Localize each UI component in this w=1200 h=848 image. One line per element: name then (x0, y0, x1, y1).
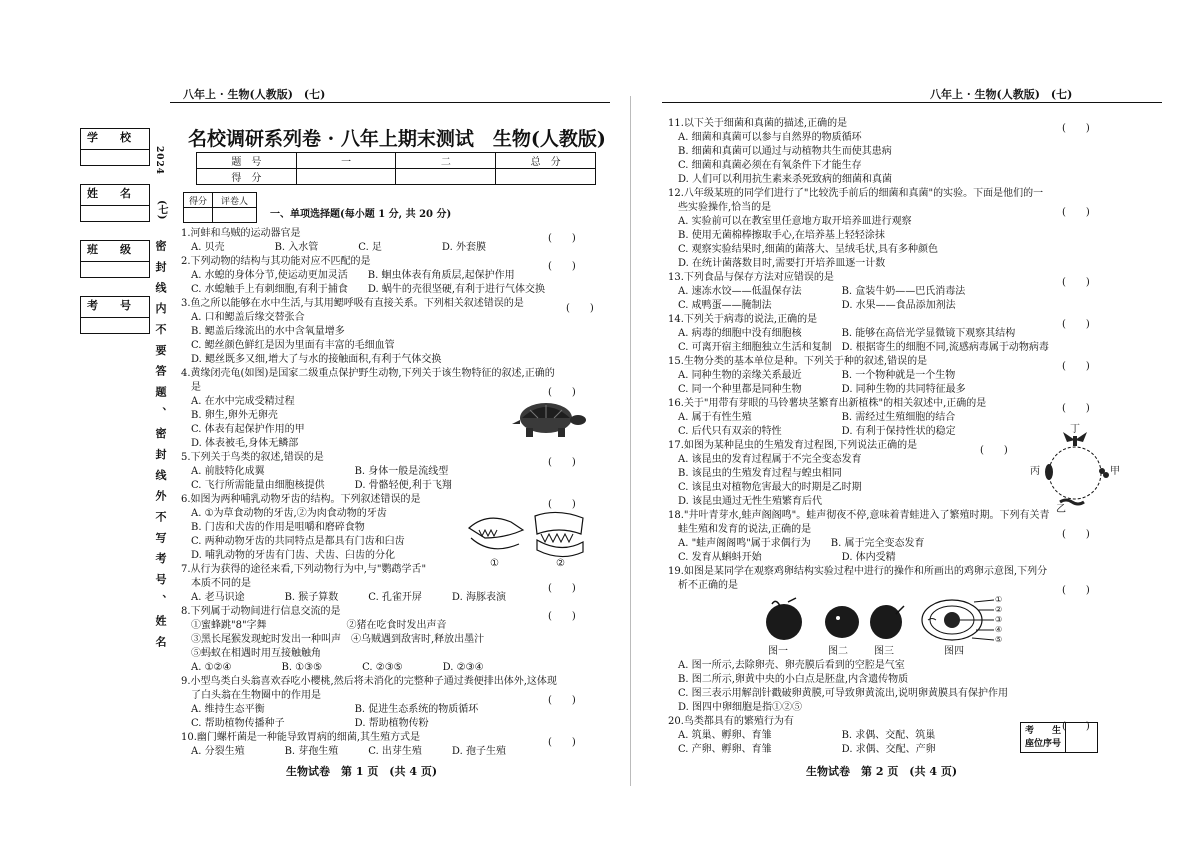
q13-options-cd: C. 咸鸭蛋——腌制法 D. 水果——食品添加剂法 (678, 300, 956, 311)
score-table-h1: 题 号 (197, 153, 297, 169)
q3-option-c: C. 鳃丝颜色鲜红是因为里面有丰富的毛细血管 (191, 340, 395, 351)
tooth-label-1: ① (490, 558, 499, 569)
q6-answer-paren[interactable]: ( ) (548, 499, 576, 510)
q5-options-cd: C. 飞行所需能量由细胞核提供 D. 骨骼轻便,利于飞翔 (191, 480, 452, 491)
left-question-list (181, 228, 601, 760)
q12-option-b: B. 使用无菌棉棒擦取手心,在培养基上轻轻涂抹 (678, 230, 885, 241)
q11-stem: 11.以下关于细菌和真菌的描述,正确的是 (668, 118, 848, 129)
q9-options-cd: C. 帮助植物传播种子 D. 帮助植物传粉 (191, 718, 429, 729)
q4-stem: 4.黄缘闭壳龟(如图)是国家二级重点保护野生动物,下列关于该生物特征的叙述,正确的 (181, 368, 555, 379)
q6-option-d: D. 哺乳动物的牙齿有门齿、犬齿、臼齿的分化 (191, 550, 396, 561)
score-table-h2: 一 (296, 153, 396, 169)
egg-num-3: ③ (995, 615, 1003, 624)
q18-answer-paren[interactable]: ( ) (1062, 529, 1090, 540)
q12-option-a: A. 实验前可以在教室里任意地方取开培养皿进行观察 (678, 216, 912, 227)
tooth-label-2: ② (556, 558, 565, 569)
q11-option-a: A. 细菌和真菌可以参与自然界的物质循环 (678, 132, 862, 143)
q3-stem: 3.鱼之所以能够在水中生活,与其用鳃呼吸有直接关系。下列相关叙述错误的是 (181, 298, 524, 309)
q13-stem: 13.下列食品与保存方法对应错误的是 (668, 272, 834, 283)
score-cell-2[interactable] (396, 169, 496, 185)
q9-stem: 9.小型鸟类白头翁喜欢吞吃小樱桃,然后将未消化的完整种子通过粪便排出体外,这体现 (181, 676, 557, 687)
q16-answer-paren[interactable]: ( ) (1062, 403, 1090, 414)
seat-number-label (1021, 723, 1066, 753)
right-header-rule (662, 102, 1162, 103)
egg-figure-4 (920, 595, 1003, 646)
q19-stem-cont: 析不正确的是 (678, 580, 738, 591)
class-label: 班 级 (87, 243, 131, 256)
q11-answer-paren[interactable]: ( ) (1062, 123, 1090, 134)
school-label: 学 校 (87, 131, 131, 144)
q12-option-d: D. 在统计菌落数目时,需要打开培养皿逐一计数 (678, 258, 886, 269)
q14-options-ab: A. 病毒的细胞中没有细胞核 B. 能够在高倍光学显微镜下观察其结构 (678, 328, 1016, 339)
seat-label-line1: 考 生 (1024, 725, 1061, 736)
q4-option-c: C. 体表有起保护作用的甲 (191, 424, 305, 435)
q9-stem-cont: 了白头翁在生物圈中的作用是 (191, 690, 321, 701)
q8-answer-paren[interactable]: ( ) (548, 611, 576, 622)
q4-option-b: B. 卵生,卵外无卵壳 (191, 410, 278, 421)
insect-lifecycle-figure (1030, 426, 1120, 516)
q12-stem: 12.八年级某班的同学们进行了"比较洗手前后的细菌和真菌"的实验。下面是他们的一 (668, 188, 1044, 199)
insect-label-yi: 乙 (1056, 504, 1066, 515)
school-box (80, 128, 150, 166)
name-box (80, 184, 150, 222)
q16-options-cd: C. 后代只有双亲的特性 D. 有利于保持性状的稳定 (678, 426, 956, 437)
q10-stem: 10.幽门螺杆菌是一种能导致胃病的细菌,其生殖方式是 (181, 732, 421, 743)
section-heading: 一、单项选择题(每小题 1 分, 共 20 分) (270, 209, 452, 220)
exam-number-label: 考 号 (87, 299, 131, 312)
seat-number-box (1020, 722, 1098, 753)
q8-options: A. ①②④ B. ①③⑤ C. ②③⑤ D. ②③④ (191, 662, 484, 673)
q13-answer-paren[interactable]: ( ) (1062, 277, 1090, 288)
school-field[interactable] (81, 149, 149, 164)
q20-stem: 20.鸟类都具有的繁殖行为有 (668, 716, 794, 727)
q17-option-c: C. 该昆虫对植物危害最大的时期是乙时期 (678, 482, 862, 493)
q16-stem: 16.关于"用带有芽眼的马铃薯块茎繁育出新植株"的相关叙述中,正确的是 (668, 398, 987, 409)
grader-score-label: 得分 (184, 193, 213, 208)
class-field[interactable] (81, 261, 149, 276)
name-field[interactable] (81, 205, 149, 220)
left-header-rule (170, 102, 610, 103)
exam-title: 名校调研系列卷 · 八年上期末测试 生物(人教版) (188, 128, 606, 150)
q11-option-c: C. 细菌和真菌必须在有氧条件下才能生存 (678, 160, 862, 171)
q4-option-d: D. 体表被毛,身体无鳞部 (191, 438, 299, 449)
q18-stem-cont: 蛙生殖和发育的说法,正确的是 (678, 524, 812, 535)
egg-figure-2 (822, 604, 862, 640)
insect-label-jia: 甲 (1110, 466, 1120, 477)
q5-options-ab: A. 前肢特化成翼 B. 身体一般是流线型 (191, 466, 449, 477)
q1-answer-paren[interactable]: ( ) (548, 233, 576, 244)
q17-option-a: A. 该昆虫的发育过程属于不完全变态发育 (678, 454, 862, 465)
q3-answer-paren[interactable]: ( ) (566, 303, 594, 314)
q16-options-ab: A. 属于有性生殖 B. 需经过生殖细胞的结合 (678, 412, 956, 423)
q17-option-d: D. 该昆虫通过无性生殖繁育后代 (678, 496, 823, 507)
score-table-r2: 得 分 (197, 169, 297, 185)
q4-option-a: A. 在水中完成受精过程 (191, 396, 295, 407)
q8-stem: 8.下列属于动物间进行信息交流的是 (181, 606, 341, 617)
q14-answer-paren[interactable]: ( ) (1062, 319, 1090, 330)
q8-item-12: ①蜜蜂跳"8"字舞 ②猪在吃食时发出声音 (191, 620, 447, 631)
q3-option-a: A. 口和鳃盖后缘交替张合 (191, 312, 305, 323)
q1-stem: 1.河蚌和乌贼的运动器官是 (181, 228, 301, 239)
q15-options-cd: C. 同一个种里都是同种生物 D. 同种生物的共同特征最多 (678, 384, 966, 395)
q6-option-a: A. ①为草食动物的牙齿,②为肉食动物的牙齿 (191, 508, 387, 519)
egg-figure-3 (866, 602, 906, 642)
q19-stem: 19.如图是某同学在观察鸡卵结构实验过程中进行的操作和所画出的鸡卵示意图,下列分 (668, 566, 1048, 577)
q3-option-d: D. 鳃丝既多又细,增大了与水的接触面积,有利于气体交换 (191, 354, 442, 365)
grader-score-cell[interactable] (184, 208, 213, 223)
q2-options-cd: C. 水螅触手上有刺细胞,有利于捕食 D. 蜗牛的壳很坚硬,有利于进行气体交换 (191, 284, 546, 295)
q18-options-cd: C. 发育从蝌蚪开始 D. 体内受精 (678, 552, 896, 563)
q19-answer-paren[interactable]: ( ) (1062, 585, 1090, 596)
q17-stem: 17.如图为某种昆虫的生殖发育过程图,下列说法正确的是 (668, 440, 918, 451)
year-vertical: 2024 (154, 146, 164, 176)
left-header: 八年上 · 生物(人教版) (七) (183, 88, 326, 101)
exam-number-field[interactable] (81, 317, 149, 332)
q20-options-cd: C. 产卵、孵卵、育雏 D. 求偶、交配、产卵 (678, 744, 936, 755)
left-footer: 生物试卷 第 1 页 (共 4 页) (286, 765, 438, 778)
egg-caption-4: 图四 (944, 646, 964, 657)
q19-option-d: D. 图四中卵细胞是指①②⑤ (678, 702, 803, 713)
seal-line-text: 密 封 线 内 不 要 答 题 、 密 封 线 外 不 写 考 号 、 姓 名 (154, 240, 167, 650)
seat-label-line2: 座位序号 (1024, 738, 1061, 749)
q17-answer-paren[interactable]: ( ) (980, 445, 1008, 456)
q2-stem: 2.下列动物的结构与其功能对应不匹配的是 (181, 256, 371, 267)
q7-stem-cont: 本质不同的是 (191, 578, 251, 589)
score-table-h3: 二 (396, 153, 496, 169)
egg-caption-2: 图二 (828, 646, 848, 657)
score-table-h4: 总 分 (496, 153, 596, 169)
q15-options-ab: A. 同种生物的亲缘关系最近 B. 一个物种就是一个生物 (678, 370, 956, 381)
class-box (80, 240, 150, 278)
q19-option-a: A. 图一所示,去除卵壳、卵壳膜后看到的空腔是气室 (678, 660, 905, 671)
teeth-figure (465, 508, 590, 568)
turtle-figure (508, 396, 590, 440)
grader-reviewer-label: 评卷人 (213, 193, 257, 208)
seat-number-field[interactable] (1066, 723, 1098, 753)
q1-options: A. 贝壳 B. 入水管 C. 足 D. 外套膜 (191, 242, 486, 253)
q2-answer-paren[interactable]: ( ) (548, 261, 576, 272)
score-table (196, 152, 596, 185)
egg-num-4: ④ (995, 625, 1003, 634)
q6-option-c: C. 两种动物牙齿的共同特点是都具有门齿和臼齿 (191, 536, 405, 547)
q12-stem-cont: 些实验操作,恰当的是 (678, 202, 772, 213)
seq-vertical: (七) (156, 200, 167, 220)
q10-options: A. 分裂生殖 B. 芽孢生殖 C. 出芽生殖 D. 孢子生殖 (191, 746, 506, 757)
q7-options: A. 老马识途 B. 猴子算数 C. 孔雀开屏 D. 海豚表演 (191, 592, 506, 603)
q15-answer-paren[interactable]: ( ) (1062, 361, 1090, 372)
q19-option-c: C. 图三表示用解剖针戳破卵黄膜,可导致卵黄流出,说明卵黄膜具有保护作用 (678, 688, 1009, 699)
q9-options-ab: A. 维持生态平衡 B. 促进生态系统的物质循环 (191, 704, 479, 715)
q7-answer-paren[interactable]: ( ) (548, 583, 576, 594)
q13-options-ab: A. 速冻水饺——低温保存法 B. 盒装牛奶——巴氏消毒法 (678, 286, 966, 297)
q14-stem: 14.下列关于病毒的说法,正确的是 (668, 314, 818, 325)
q18-stem: 18."井叶青芽水,蛙声阁阁鸣"。蛙声彻夜不停,意味着青蛙进入了繁殖时期。下列有关青 (668, 510, 1050, 521)
q17-option-b: B. 该昆虫的生殖发育过程与蝗虫相同 (678, 468, 842, 479)
q8-item-34: ③黑长尾猴发现蛇时发出一种叫声 ④乌贼遇到敌害时,释放出墨汁 (191, 634, 485, 645)
egg-num-2: ② (995, 605, 1003, 614)
q2-options-ab: A. 水螅的身体分节,使运动更加灵活 B. 蛔虫体表有角质层,起保护作用 (191, 270, 515, 281)
egg-num-1: ① (995, 595, 1003, 604)
exam-number-box (80, 296, 150, 334)
q4-answer-paren[interactable]: ( ) (548, 387, 576, 398)
egg-caption-1: 图一 (768, 646, 788, 657)
q20-options-ab: A. 筑巢、孵卵、育雏 B. 求偶、交配、筑巢 (678, 730, 936, 741)
q6-stem: 6.如图为两种哺乳动物牙齿的结构。下列叙述错误的是 (181, 494, 421, 505)
right-page (600, 0, 1200, 848)
q6-option-b: B. 门齿和犬齿的作用是咀嚼和磨碎食物 (191, 522, 365, 533)
q20-answer-paren[interactable]: ( ) (1062, 721, 1090, 732)
right-header: 八年上 · 生物(人教版) (七) (930, 88, 1073, 101)
grader-reviewer-cell[interactable] (213, 208, 257, 223)
q5-answer-paren[interactable]: ( ) (548, 457, 576, 468)
q10-answer-paren[interactable]: ( ) (548, 737, 576, 748)
q4-stem-cont: 是 (191, 382, 201, 393)
q7-stem: 7.从行为获得的途径来看,下列动物行为中,与"鹦鹉学舌" (181, 564, 427, 575)
q3-option-b: B. 鳃盖后缘流出的水中含氧量增多 (191, 326, 345, 337)
name-label: 姓 名 (87, 187, 131, 200)
q8-item-5: ⑤蚂蚁在相遇时用互接触触角 (191, 648, 321, 659)
score-cell-total[interactable] (496, 169, 596, 185)
q19-option-b: B. 图二所示,卵黄中央的小白点是胚盘,内含遗传物质 (678, 674, 909, 685)
q18-options-ab: A. "蛙声阁阁鸣"属于求偶行为 B. 属于完全变态发育 (678, 538, 925, 549)
egg-caption-3: 图三 (874, 646, 894, 657)
egg-num-5: ⑤ (995, 635, 1003, 644)
q12-answer-paren[interactable]: ( ) (1062, 207, 1090, 218)
q15-stem: 15.生物分类的基本单位是种。下列关于种的叙述,错误的是 (668, 356, 928, 367)
insect-label-bing: 丙 (1030, 466, 1040, 477)
q5-stem: 5.下列关于鸟类的叙述,错误的是 (181, 452, 324, 463)
score-cell-1[interactable] (296, 169, 396, 185)
insect-label-ding: 丁 (1070, 424, 1080, 435)
q9-answer-paren[interactable]: ( ) (548, 695, 576, 706)
right-footer: 生物试卷 第 2 页 (共 4 页) (806, 765, 958, 778)
grader-table (183, 192, 257, 223)
q14-options-cd: C. 可离开宿主细胞独立生活和复制 D. 根据寄生的细胞不同,流感病毒属于动物病毒 (678, 342, 1049, 353)
q12-option-c: C. 观察实验结果时,细菌的菌落大、呈绒毛状,具有多种颜色 (678, 244, 939, 255)
q11-option-b: B. 细菌和真菌可以通过与动植物共生而使其患病 (678, 146, 892, 157)
q11-option-d: D. 人们可以利用抗生素来杀死致病的细菌和真菌 (678, 174, 893, 185)
egg-figure-1 (760, 596, 808, 642)
